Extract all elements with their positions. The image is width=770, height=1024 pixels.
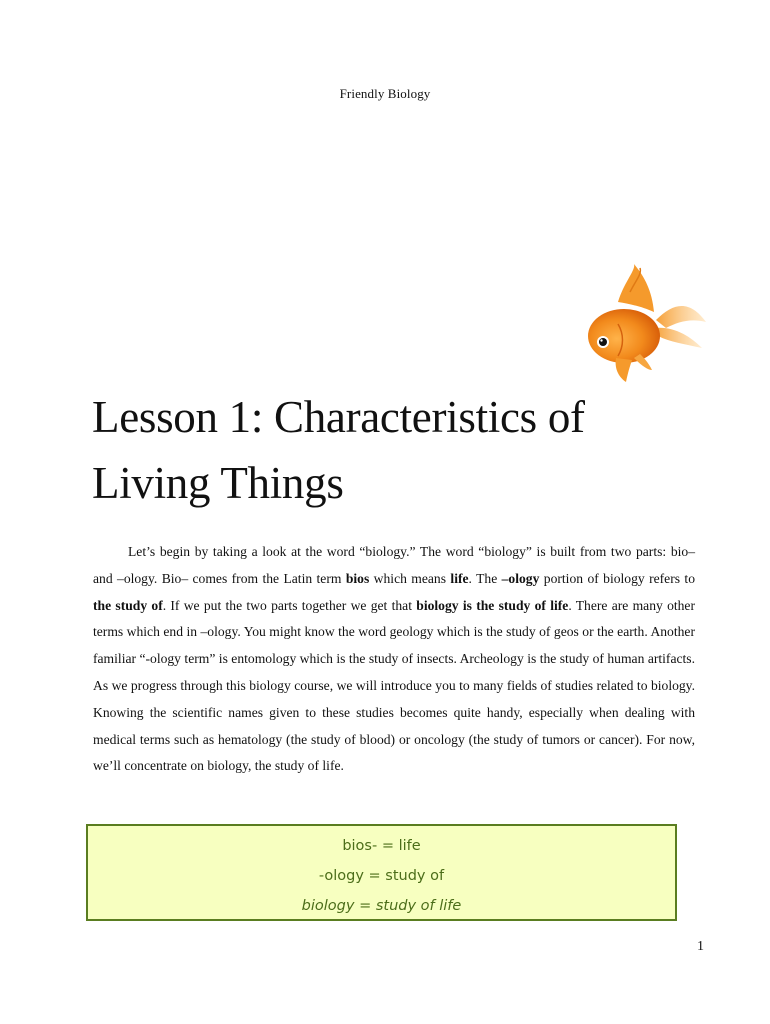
lesson-title-line-2: Living Things [92,458,344,508]
paragraph-text: . If we put the two parts together we get that [162,597,417,613]
definition-ology: -ology = study of [318,868,445,884]
running-header: Friendly Biology [339,86,431,101]
term-biology-definition: biology is the study of life [416,597,569,613]
page-number: 1 [697,939,704,954]
definition-box [86,824,677,921]
paragraph-text: Let’s begin by taking a look at the word “biology.” The word “biology” is built from two parts: bio– and –ology. Bio– comes from the Latin term [93,544,695,586]
intro-paragraph [93,539,695,780]
paragraph-text: . The [468,570,502,586]
lesson-title [92,384,732,516]
paragraph-text: which means [369,570,451,586]
term-bios: bios [345,570,370,586]
goldfish-icon [578,262,710,386]
paragraph-text: . There are many other terms which end in –ology. You might know the word geology which is the study of geos or the earth. Another familiar “-ology term” is entomology which is the study of insects. Archeology is the study of human artifacts. As we progress through this biology course, we will introduce you to many fields of studies related to biology. Knowing the scientific names given to these studies becomes quite handy, especially when dealing with medical terms such as hematology (the study of blood) or oncology (the study of tumors or cancer). For now, we’ll concentrate on biology, the study of life. [93,597,695,774]
term-study-of: the study of [93,597,163,613]
definition-biology: biology = study of life [301,898,462,914]
term-ology: –ology [501,570,540,586]
paragraph-text: portion of biology refers to [539,570,695,586]
term-life: life [450,570,469,586]
definition-bios: bios- = life [342,838,421,854]
lesson-title-line-1: Lesson 1: Characteristics of [92,392,585,442]
